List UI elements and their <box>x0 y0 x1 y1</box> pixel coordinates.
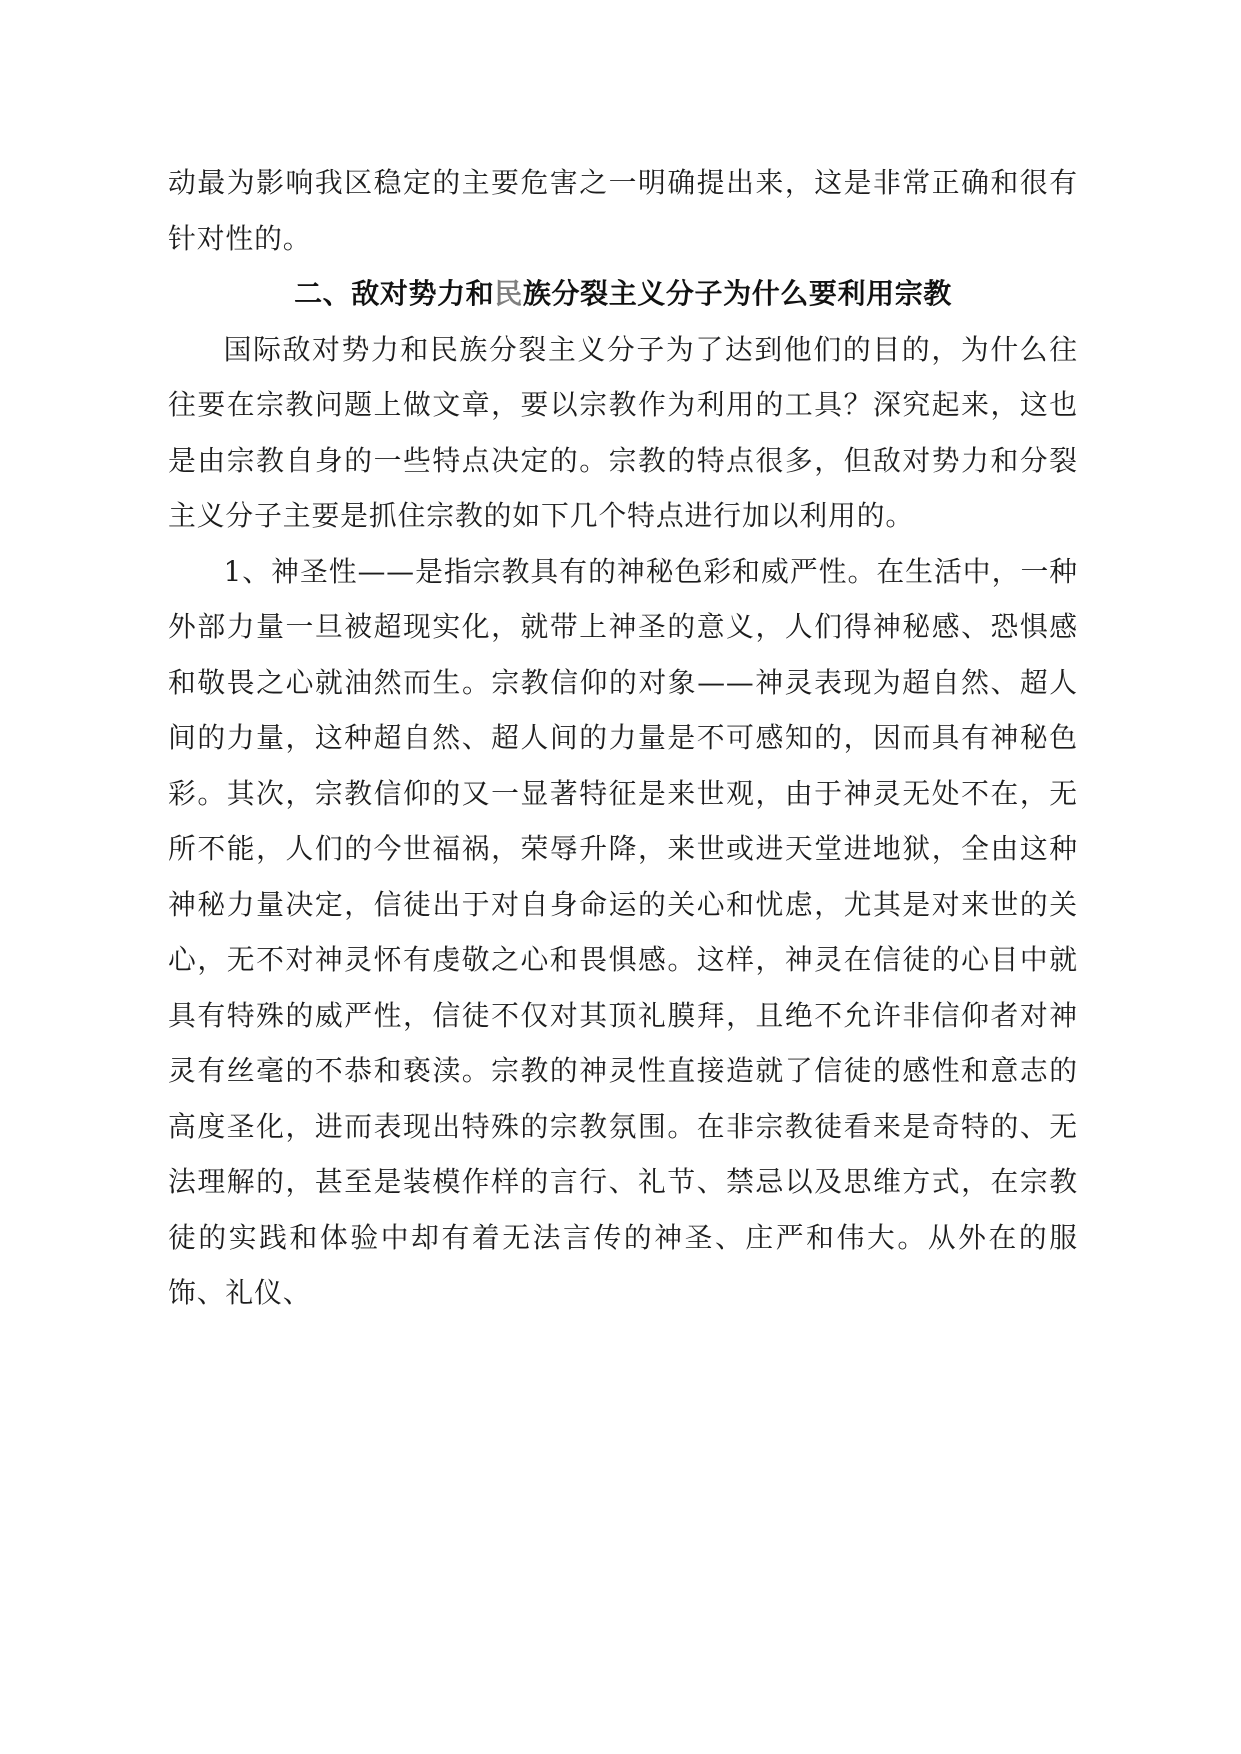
document-body <box>168 155 1078 1321</box>
section-heading <box>168 266 1078 322</box>
paragraph-point-1: 1、神圣性——是指宗教具有的神秘色彩和威严性。在生活中，一种外部力量一旦被超现实化，就带上神圣的意义，人们得神秘感、恐惧感和敬畏之心就油然而生。宗教信仰的对象——神灵表现为超自然、超人间的力量，这种超自然、超人间的力量是不可感知的，因而具有神秘色彩。其次，宗教信仰的又一显著特征是来世观，由于神灵无处不在，无所不能，人们的今世福祸，荣辱升降，来世或进天堂进地狱，全由这种神秘力量决定，信徒出于对自身命运的关心和忧虑，尤其是对来世的关心，无不对神灵怀有虔敬之心和畏惧感。这样，神灵在信徒的心目中就具有特殊的威严性，信徒不仅对其顶礼膜拜，且绝不允许非信仰者对神灵有丝毫的不恭和亵渎。宗教的神灵性直接造就了信徒的感性和意志的高度圣化，进而表现出特殊的宗教氛围。在非宗教徒看来是奇特的、无法理解的，甚至是装模作样的言行、礼节、禁忌以及思维方式，在宗教徒的实践和体验中却有着无法言传的神圣、庄严和伟大。从外在的服饰、礼仪、 <box>168 554 1078 1309</box>
section-heading-faded-character: 民 <box>494 277 523 310</box>
section-heading-text-start: 二、敌对势力和 <box>294 277 495 310</box>
paragraph-continuation: 动最为影响我区稳定的主要危害之一明确提出来，这是非常正确和很有针对性的。 <box>168 166 1078 255</box>
section-heading-text-end: 族分裂主义分子为什么要利用宗教 <box>522 277 952 310</box>
paragraph-intro: 国际敌对势力和民族分裂主义分子为了达到他们的目的，为什么往往要在宗教问题上做文章，要以宗教作为利用的工具？深究起来，这也是由宗教自身的一些特点决定的。宗教的特点很多，但敌对势力和分裂主义分子主要是抓住宗教的如下几个特点进行加以利用的。 <box>168 332 1078 532</box>
